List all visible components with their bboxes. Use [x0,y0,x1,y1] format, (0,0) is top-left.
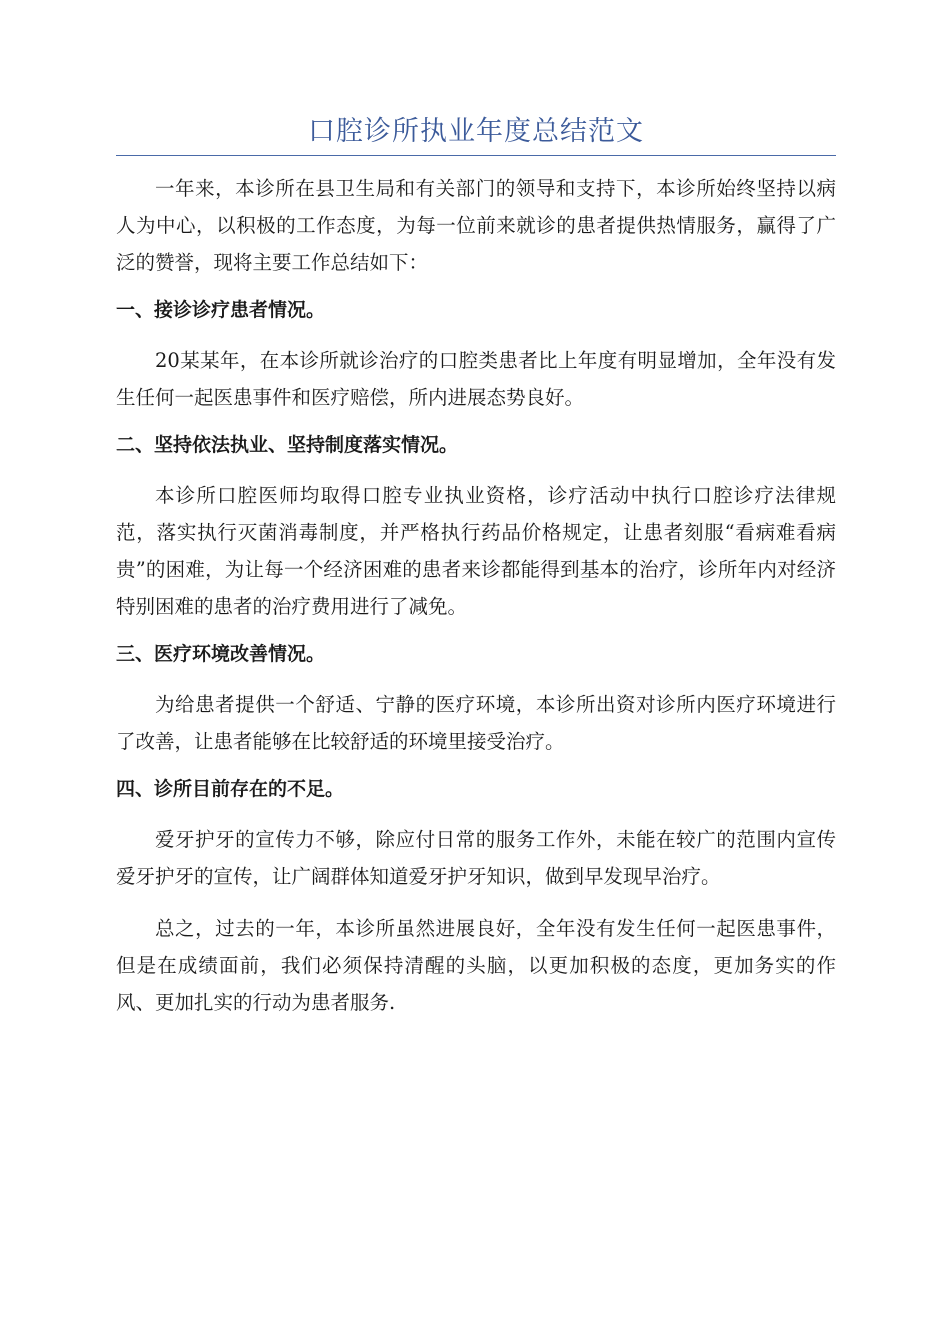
intro-paragraph: 一年来，本诊所在县卫生局和有关部门的领导和支持下，本诊所始终坚持以病人为中心，以积极的工作态度，为每一位前来就诊的患者提供热情服务，赢得了广泛的赞誉，现将主要工作总结如下： [116,177,836,274]
section-body-4: 爱牙护牙的宣传力不够，除应付日常的服务工作外，未能在较广的范围内宣传爱牙护牙的宣传，让广阔群体知道爱牙护牙知识，做到早发现早治疗。 [116,828,836,888]
section-heading-1: 一、接诊诊疗患者情况。 [116,299,326,321]
document-title: 口腔诊所执业年度总结范文 [116,112,836,156]
conclusion-paragraph: 总之，过去的一年，本诊所虽然进展良好，全年没有发生任何一起医患事件，但是在成绩面前，我们必须保持清醒的头脑，以更加积极的态度，更加务实的作风、更加扎实的行动为患者服务. [116,917,836,1014]
section-heading-4: 四、诊所目前存在的不足。 [116,778,345,800]
section-heading-3: 三、医疗环境改善情况。 [116,643,326,665]
section-body-3: 为给患者提供一个舒适、宁静的医疗环境，本诊所出资对诊所内医疗环境进行了改善，让患者能够在比较舒适的环境里接受治疗。 [116,693,836,753]
section-body-1: 20某某年，在本诊所就诊治疗的口腔类患者比上年度有明显增加，全年没有发生任何一起医患事件和医疗赔偿，所内进展态势良好。 [116,349,836,409]
section-body-2: 本诊所口腔医师均取得口腔专业执业资格，诊疗活动中执行口腔诊疗法律规范，落实执行灭菌消毒制度，并严格执行药品价格规定，让患者刻服“看病难看病贵”的困难，为让每一个经济困难的患者来诊都能得到基本的治疗，诊所年内对经济特别困难的患者的治疗费用进行了减免。 [116,484,836,618]
document-page [116,112,836,1036]
section-heading-2: 二、坚持依法执业、坚持制度落实情况。 [116,434,459,456]
